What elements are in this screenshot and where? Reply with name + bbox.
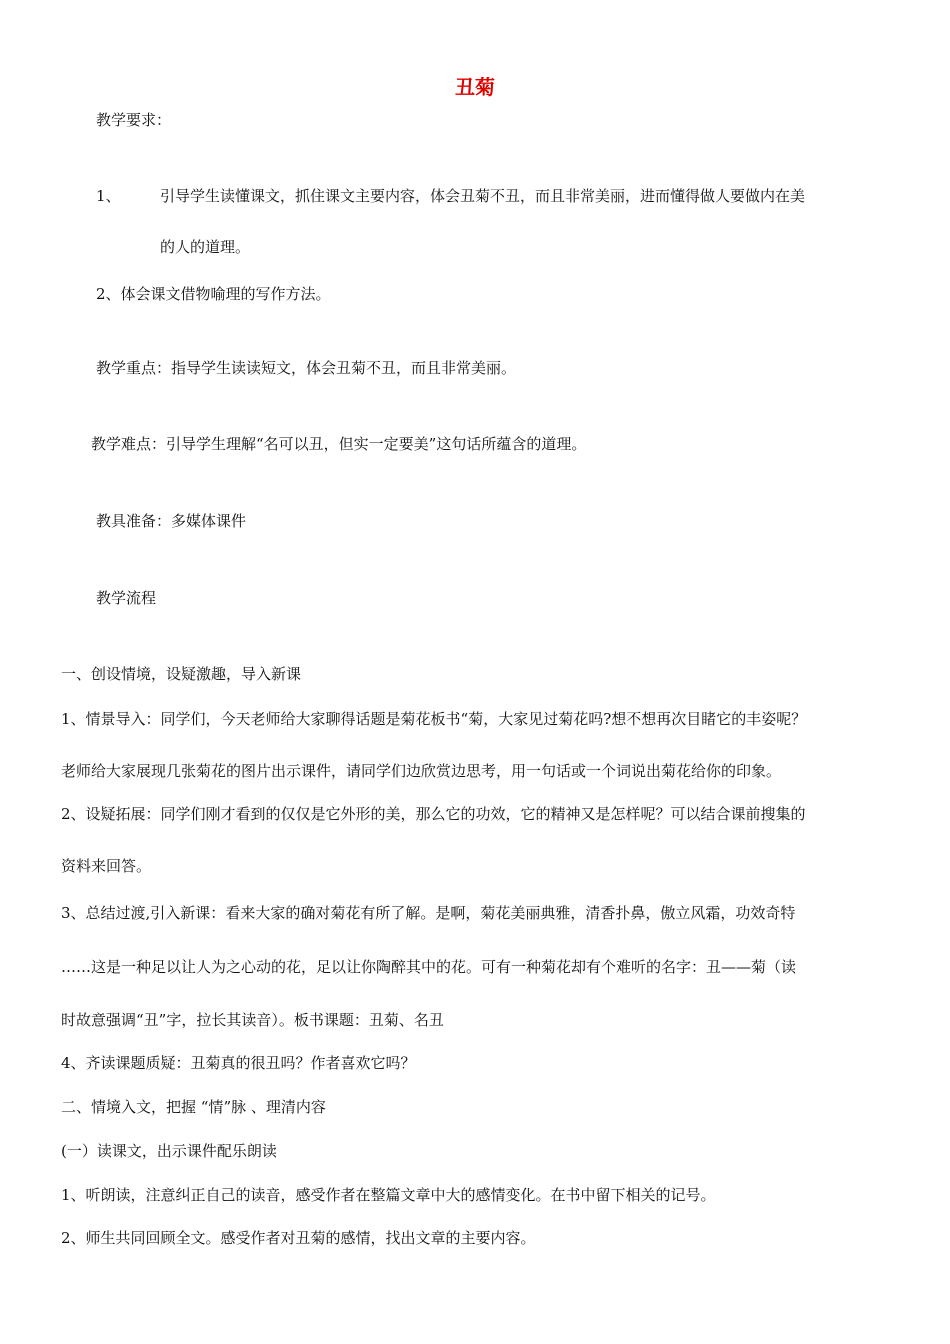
requirement-1-line-1: 引导学生读懂课文，抓住课文主要内容，体会丑菊不丑，而且非常美丽，进而懂得做人要做内在美 [160,187,806,205]
section-1-heading: 一、创设情境，设疑激趣，导入新课 [61,665,302,683]
requirement-1-number: 1、 [96,187,121,205]
section-1-item-3-line-3: 时故意强调“丑”字，拉长其读音）。板书课题：丑菊、名丑 [61,1011,444,1029]
requirements-heading: 教学要求： [96,111,172,129]
process-heading: 教学流程 [96,589,157,607]
section-2-item-2: 2、师生共同回顾全文。感受作者对丑菊的感情，找出文章的主要内容。 [61,1229,536,1247]
requirement-2: 2、体会课文借物喻理的写作方法。 [96,285,331,303]
section-1-item-3-line-1: 3、总结过渡,引入新课：看来大家的确对菊花有所了解。是啊，菊花美丽典雅，清香扑鼻，傲立风霜，功效奇特 [61,904,796,922]
section-1-item-2-line-1: 2、设疑拓展：同学们刚才看到的仅仅是它外形的美，那么它的功效，它的精神又是怎样呢？可以结合课前搜集的 [61,805,806,823]
requirement-1-line-2: 的人的道理。 [160,238,251,256]
section-1-item-3-line-2: ……这是一种足以让人为之心动的花，足以让你陶醉其中的花。可有一种菊花却有个难听的名字：丑——菊（读 [61,958,797,976]
section-2-item-1: 1、听朗读，注意纠正自己的读音，感受作者在整篇文章中大的感情变化。在书中留下相关的记号。 [61,1186,716,1204]
section-1-item-2-line-2: 资料来回答。 [61,857,152,875]
section-1-item-1-line-2: 老师给大家展现几张菊花的图片出示课件，请同学们边欣赏边思考，用一句话或一个词说出菊花给你的印象。 [61,762,782,780]
difficulty: 教学难点：引导学生理解“名可以丑，但实一定要美”这句话所蕴含的道理。 [91,435,587,453]
materials: 教具准备：多媒体课件 [96,512,247,530]
key-point: 教学重点：指导学生读读短文，体会丑菊不丑，而且非常美丽。 [96,359,517,377]
document-title: 丑菊 [455,75,495,99]
section-1-item-4: 4、齐读课题质疑：丑菊真的很丑吗？作者喜欢它吗？ [61,1054,416,1072]
section-1-item-1-line-1: 1、情景导入：同学们，今天老师给大家聊得话题是菊花板书“菊，大家见过菊花吗?想不想再次目睹它的丰姿呢？ [61,710,807,728]
section-2-heading: 二、情境入文，把握 “情”脉 、理清内容 [61,1098,326,1116]
section-2-subsection-1: (一）读课文，出示课件配乐朗读 [61,1142,277,1160]
